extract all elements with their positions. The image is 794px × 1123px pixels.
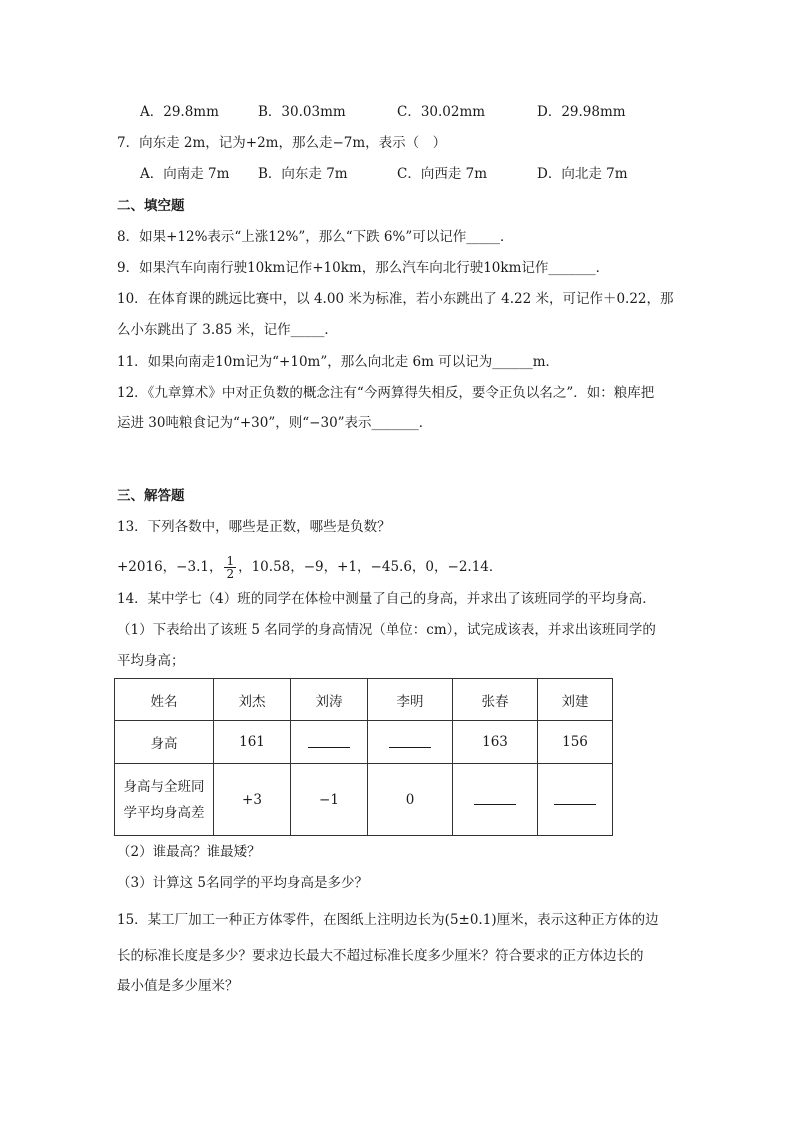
table-row-label-line1: 身高与全班同 (123, 778, 205, 795)
q6-option-b: B．30.03mm (258, 104, 346, 120)
answer-blank (554, 790, 596, 805)
table-row-height (115, 721, 613, 764)
height-table (114, 678, 613, 836)
q7-option-d: D．向北走 7m (537, 166, 628, 182)
q13-numbers-post: ，10.58，−9，+1，−45.6，0，−2.14． (238, 559, 503, 575)
table-header-cell: 李明 (368, 679, 453, 721)
q7-option-a: A．向南走 7m (140, 166, 230, 182)
q13-fraction (224, 555, 236, 580)
q15-line1: 15．某工厂加工一种正方体零件，在图纸上注明边长为(5±0.1)厘米，表示这种正方体的边 (117, 912, 659, 928)
q10-line1: 10．在体育课的跳远比赛中，以 4.00 米为标准，若小东跳出了 4.22 米，可记作＋0.22，那 (117, 291, 674, 307)
table-cell-blank (291, 721, 368, 764)
q14-part1-line1: （1）下表给出了该班 5 名同学的身高情况（单位：cm），试完成该表，并求出该班同学的 (117, 622, 656, 638)
table-cell-blank (538, 764, 613, 836)
table-header-cell: 张春 (453, 679, 538, 721)
table-row-label (115, 764, 214, 836)
q12-line2: 运进 30吨粮食记为“+30”，则“−30”表示_______． (117, 415, 433, 431)
table-row-label-line2: 学平均身高差 (123, 804, 205, 821)
table-header-name: 姓名 (115, 679, 214, 721)
table-cell: 0 (368, 764, 453, 836)
table-cell: −1 (291, 764, 368, 836)
q10-line2: 么小东跳出了 3.85 米，记作_____． (117, 322, 338, 338)
q14-part2: （2）谁最高？谁最矮？ (117, 844, 261, 860)
q7-option-b: B．向东走 7m (258, 166, 348, 182)
table-cell: +3 (214, 764, 291, 836)
q6-option-d: D．29.98mm (537, 104, 626, 120)
table-header-row (115, 679, 613, 721)
q15-line2: 长的标准长度是多少？要求边长最大不超过标准长度多少厘米？符合要求的正方体边长的 (117, 948, 644, 964)
table-header-cell: 刘杰 (214, 679, 291, 721)
table-cell-blank (368, 721, 453, 764)
q13-fraction-denominator: 2 (226, 567, 235, 581)
q11: 11．如果向南走10m记为“+10m”，那么向北走 6m 可以记为______m． (117, 354, 560, 370)
answer-blank (474, 790, 516, 805)
q15-line3: 最小值是多少厘米？ (117, 978, 239, 994)
q13-fraction-numerator: 1 (226, 554, 235, 568)
q12-line1: 12．《九章算术》中对正负数的概念注有“今两算得失相反，要令正负以名之”．如：粮库把 (117, 385, 655, 401)
table-row-label: 身高 (115, 721, 214, 764)
section-solutions-title: 三、解答题 (117, 488, 185, 504)
answer-blank (308, 733, 350, 748)
table-cell-blank (453, 764, 538, 836)
q14-part1-line2: 平均身高； (117, 653, 185, 669)
q13-numbers-pre: +2016，−3.1， (117, 559, 223, 575)
q6-option-a: A．29.8mm (140, 104, 219, 120)
table-cell: 156 (538, 721, 613, 764)
q13-numbers (117, 554, 502, 580)
q14-stem: 14．某中学七（4）班的同学在体检中测量了自己的身高，并求出了该班同学的平均身高． (117, 591, 656, 607)
q7-option-c: C．向西走 7m (397, 166, 488, 182)
q7-stem: 7．向东走 2m，记为+2m，那么走−7m，表示（ ） (117, 135, 447, 151)
q6-option-c: C．30.02mm (397, 104, 486, 120)
q9: 9．如果汽车向南行驶10km记作+10km，那么汽车向北行驶10km记作_______． (117, 260, 610, 276)
table-header-cell: 刘涛 (291, 679, 368, 721)
table-header-cell: 刘建 (538, 679, 613, 721)
table-row-diff (115, 764, 613, 836)
table-cell: 163 (453, 721, 538, 764)
q13-stem: 13．下列各数中，哪些是正数，哪些是负数？ (117, 519, 391, 535)
table-cell: 161 (214, 721, 291, 764)
q8: 8．如果+12%表示“上涨12%”，那么“下跌 6%”可以记作_____． (117, 229, 514, 245)
answer-blank (389, 733, 431, 748)
q14-part3: （3）计算这 5名同学的平均身高是多少？ (117, 875, 368, 891)
section-fill-in-title: 二、填空题 (117, 198, 185, 214)
